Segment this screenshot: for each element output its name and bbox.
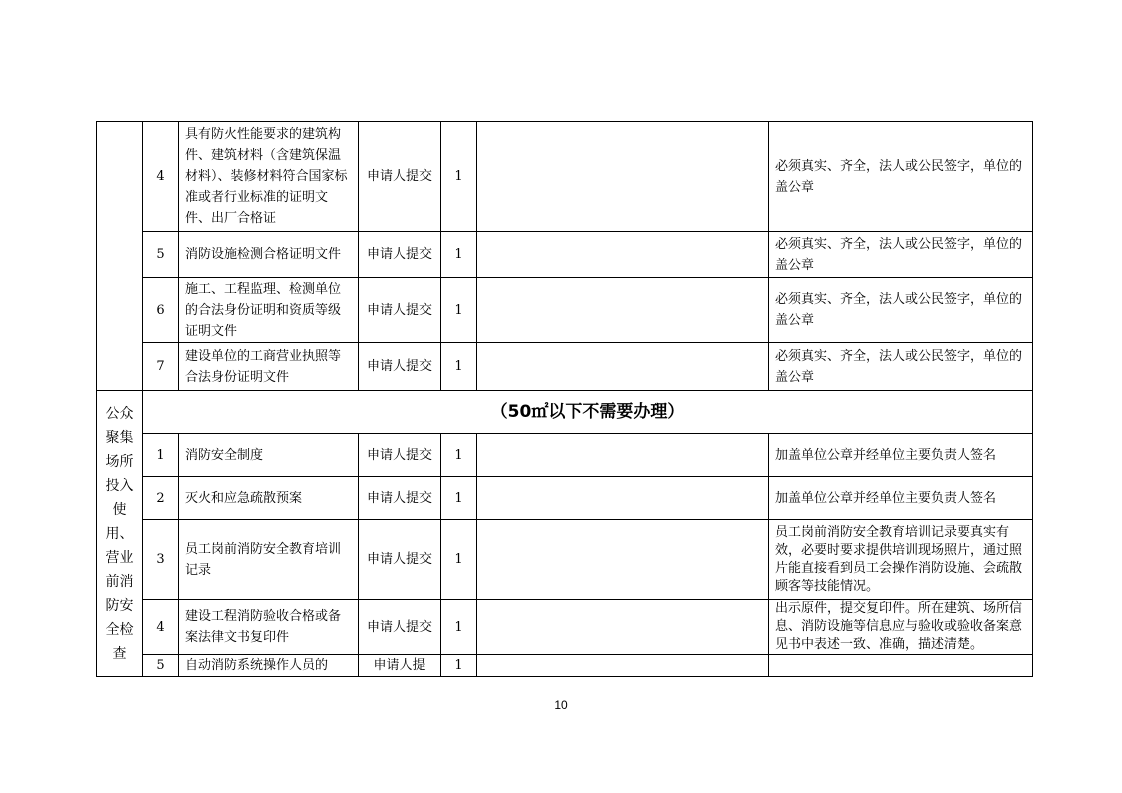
material-note: 必须真实、齐全，法人或公民签字，单位的盖公章 — [769, 122, 1033, 232]
material-note: 必须真实、齐全，法人或公民签字，单位的盖公章 — [769, 232, 1033, 278]
table-row — [97, 434, 1033, 477]
material-spec — [477, 600, 769, 655]
material-spec — [477, 278, 769, 343]
row-number: 7 — [143, 343, 179, 391]
table-row — [97, 655, 1033, 677]
materials-table — [96, 121, 1033, 677]
material-quantity: 1 — [441, 477, 477, 520]
material-name: 施工、工程监理、检测单位的合法身份证明和资质等级证明文件 — [179, 278, 359, 343]
material-quantity: 1 — [441, 122, 477, 232]
material-quantity: 1 — [441, 232, 477, 278]
material-quantity: 1 — [441, 434, 477, 477]
material-note: 出示原件，提交复印件。所在建筑、场所信息、消防设施等信息应与验收或验收备案意见书中表述一致、准确，描述清楚。 — [769, 600, 1033, 655]
category-cell-empty — [97, 122, 143, 391]
material-source: 申请人提交 — [359, 520, 441, 600]
table-row — [97, 477, 1033, 520]
material-note: 必须真实、齐全，法人或公民签字，单位的盖公章 — [769, 343, 1033, 391]
table-row — [97, 122, 1033, 232]
material-quantity: 1 — [441, 520, 477, 600]
material-name: 灭火和应急疏散预案 — [179, 477, 359, 520]
material-name: 员工岗前消防安全教育培训记录 — [179, 520, 359, 600]
material-spec — [477, 434, 769, 477]
material-spec — [477, 520, 769, 600]
material-note: 必须真实、齐全，法人或公民签字，单位的盖公章 — [769, 278, 1033, 343]
material-source: 申请人提交 — [359, 278, 441, 343]
row-number: 6 — [143, 278, 179, 343]
row-number: 4 — [143, 600, 179, 655]
material-name: 具有防火性能要求的建筑构件、建筑材料（含建筑保温材料）、装修材料符合国家标准或者行业标准的证明文件、出厂合格证 — [179, 122, 359, 232]
row-number: 3 — [143, 520, 179, 600]
material-quantity: 1 — [441, 600, 477, 655]
material-name: 建设工程消防验收合格或备案法律文书复印件 — [179, 600, 359, 655]
material-spec — [477, 477, 769, 520]
row-number: 1 — [143, 434, 179, 477]
row-number: 4 — [143, 122, 179, 232]
material-name: 建设单位的工商营业执照等合法身份证明文件 — [179, 343, 359, 391]
material-note: 加盖单位公章并经单位主要负责人签名 — [769, 434, 1033, 477]
material-quantity: 1 — [441, 655, 477, 677]
page-number: 10 — [554, 698, 568, 712]
material-note — [769, 655, 1033, 677]
section-header-row — [97, 391, 1033, 434]
material-source: 申请人提交 — [359, 122, 441, 232]
row-number: 5 — [143, 655, 179, 677]
material-name: 消防设施检测合格证明文件 — [179, 232, 359, 278]
material-note: 员工岗前消防安全教育培训记录要真实有效，必要时要求提供培训现场照片，通过照片能直接看到员工会操作消防设施、会疏散顾客等技能情况。 — [769, 520, 1033, 600]
material-source: 申请人提交 — [359, 600, 441, 655]
material-source: 申请人提交 — [359, 343, 441, 391]
material-name: 自动消防系统操作人员的 — [179, 655, 359, 677]
section-note: （50㎡以下不需要办理） — [143, 391, 1033, 434]
material-spec — [477, 655, 769, 677]
material-quantity: 1 — [441, 278, 477, 343]
table-row — [97, 278, 1033, 343]
material-spec — [477, 122, 769, 232]
row-number: 5 — [143, 232, 179, 278]
material-source: 申请人提 — [359, 655, 441, 677]
table-row — [97, 600, 1033, 655]
table-row — [97, 520, 1033, 600]
category-cell: 公众聚集场所投入使用、营业前消防安全检查 — [97, 391, 143, 677]
material-spec — [477, 343, 769, 391]
material-source: 申请人提交 — [359, 477, 441, 520]
table-row — [97, 232, 1033, 278]
row-number: 2 — [143, 477, 179, 520]
material-note: 加盖单位公章并经单位主要负责人签名 — [769, 477, 1033, 520]
material-name: 消防安全制度 — [179, 434, 359, 477]
material-source: 申请人提交 — [359, 232, 441, 278]
table-row — [97, 343, 1033, 391]
material-spec — [477, 232, 769, 278]
material-source: 申请人提交 — [359, 434, 441, 477]
material-quantity: 1 — [441, 343, 477, 391]
